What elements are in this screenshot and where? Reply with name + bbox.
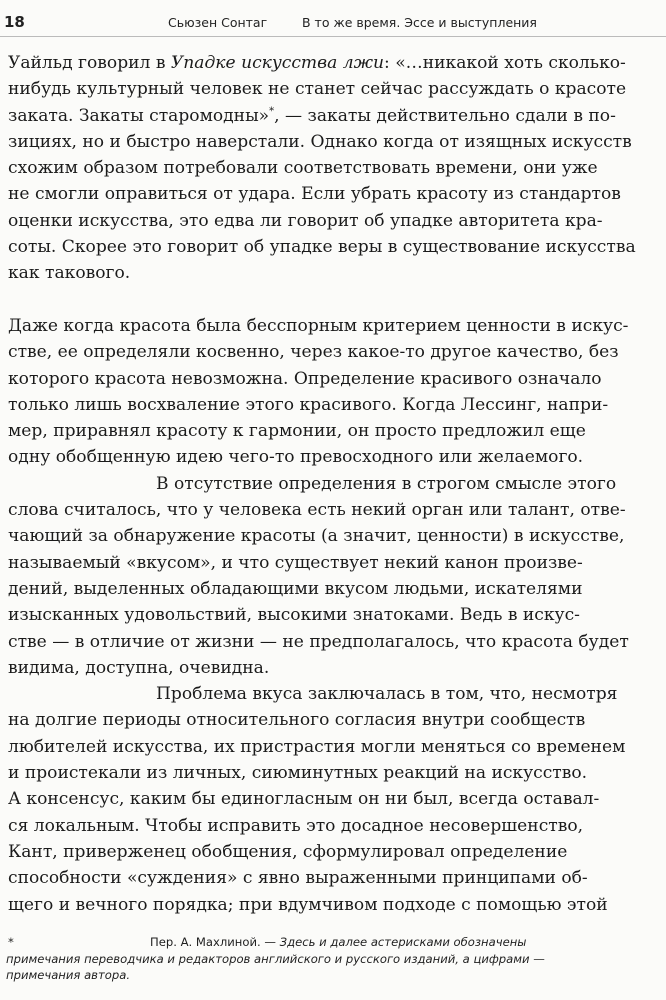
text-line: нибудь культурный человек не станет сейчас рассуждать о красоте [8, 79, 627, 100]
text-line: чающий за обнаружение красоты (а значит, ценности) в искусстве, [8, 526, 625, 547]
text-line: только лишь восхваление этого красивого. Когда Лессинг, напри- [8, 394, 609, 415]
text-line: слова считалось, что у человека есть некий орган или талант, отве- [8, 500, 626, 521]
text-line: А консенсус, каким бы единогласным он ни был, всегда оставал- [8, 789, 600, 810]
paragraph [8, 471, 629, 681]
text-line: Даже когда красота была бесспорным критерием ценности в искус- [8, 315, 629, 336]
text-line: Кант, приверженец обобщения, сформулировал определение [8, 841, 568, 862]
header-book-title: В то же время. Эссе и выступления [302, 15, 537, 30]
text-line: изысканных удовольствий, высокими знатоками. Ведь в искус- [8, 605, 580, 626]
text-line: не смогли оправиться от удара. Если убрать красоту из стандартов [8, 184, 621, 205]
text-line: соты. Скорее это говорит об упадке веры в существование искусства [8, 237, 636, 258]
body-text [8, 50, 636, 918]
text-line: дений, выделенных обладающими вкусом людьми, искателями [8, 578, 583, 599]
footnote-reference: * [269, 105, 275, 117]
footnote [6, 934, 596, 984]
text-line: ся локальным. Чтобы исправить это досадное несовершенство, [8, 815, 584, 836]
running-header [0, 11, 666, 35]
text-line: на долгие периоды относительного согласия внутри сообществ [8, 710, 586, 731]
footnote-translator: Пер. А. Махлиной. — [150, 935, 280, 949]
footnote-line: примечания переводчика и редакторов английского и русского изданий, а цифрами — [6, 951, 545, 966]
paragraph [8, 681, 626, 918]
footnote-marker: * [8, 935, 14, 949]
text-line: В отсутствие определения в строгом смысле этого [156, 473, 617, 494]
footnote-line: Пер. А. Махлиной. — Здесь и далее астерисками обозначены [150, 935, 527, 949]
paragraph-gap [8, 287, 598, 313]
book-title-italic: Упадке искусства лжи [170, 53, 385, 73]
text-line: любителей искусства, их пристрастия могли меняться со временем [8, 736, 626, 757]
text-line: Уайльд говорил в Упадке искусства лжи: «…никакой хоть сколько- [8, 53, 626, 73]
paragraph [8, 313, 629, 471]
text-line: способности «суждения» с явно выраженными принципами об- [8, 868, 588, 889]
footnote-line: примечания автора. [6, 968, 131, 982]
text-line: мер, приравнял красоту к гармонии, он просто предложил еще [8, 421, 586, 442]
header-rule [0, 36, 666, 37]
paragraph [8, 50, 636, 287]
text-line: зициях, но и быстро наверстали. Однако когда от изящных искусств [8, 131, 632, 152]
text-line: называемый «вкусом», и что существует некий канон произве- [8, 552, 583, 573]
text-line: видима, доступна, очевидна. [8, 657, 270, 678]
page-number: 18 [4, 13, 25, 31]
header-author: Сьюзен Сонтаг [168, 15, 268, 30]
text-line: и проистекали из личных, сиюминутных реакций на искусство. [8, 763, 588, 784]
text-line: как такового. [8, 263, 131, 284]
text-line: одну обобщенную идею чего-то превосходного или желаемого. [8, 447, 584, 468]
text-line: стве — в отличие от жизни — не предполагалось, что красота будет [8, 631, 629, 652]
text-line: которого красота невозможна. Определение красивого означало [8, 368, 602, 389]
text-line: щего и вечного порядка; при вдумчивом подходе с помощью этой [8, 894, 608, 915]
text-line: схожим образом потребовали соответствовать времени, они уже [8, 158, 598, 179]
text-line: стве, ее определяли косвенно, через какое-то другое качество, без [8, 342, 619, 363]
text-line: заката. Закаты старомодны»*, — закаты действительно сдали в по- [8, 105, 616, 126]
text-line: Проблема вкуса заключалась в том, что, несмотря [156, 684, 618, 705]
text-line: оценки искусства, это едва ли говорит об упадке авторитета кра- [8, 210, 603, 231]
